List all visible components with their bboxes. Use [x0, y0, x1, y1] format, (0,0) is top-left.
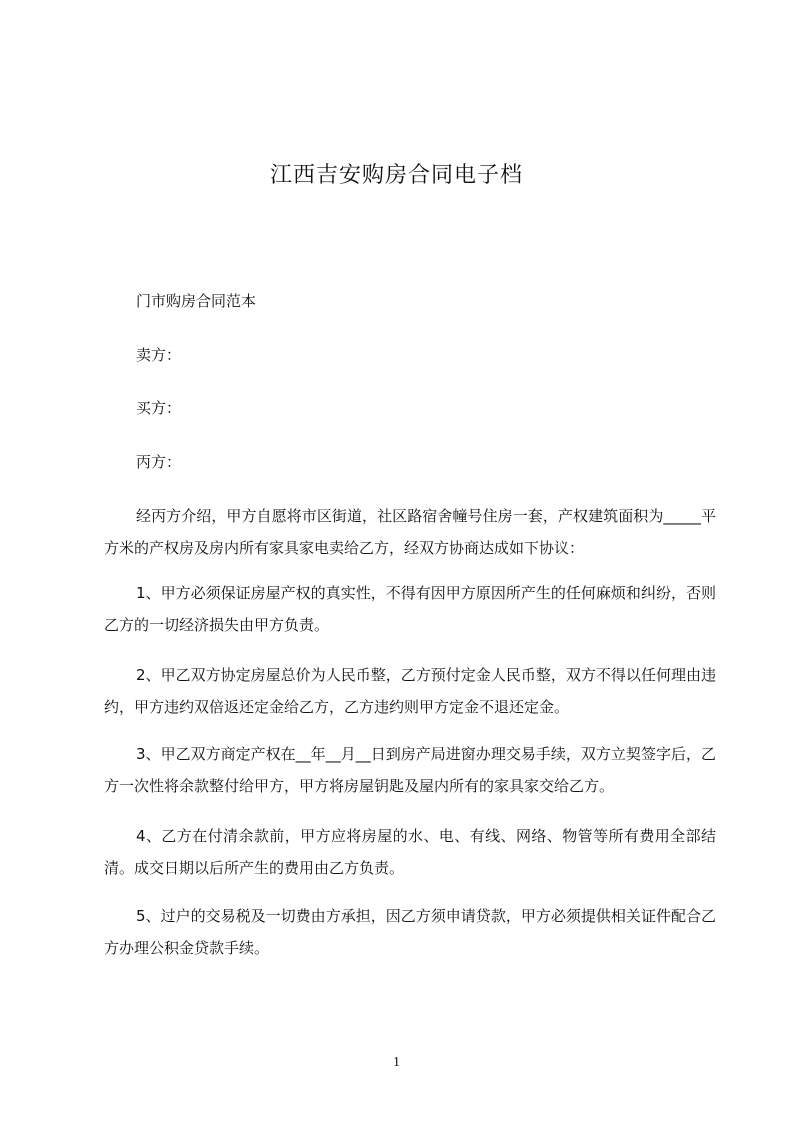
document-title: 江西吉安购房合同电子档: [269, 162, 523, 188]
seller-label: 卖方：: [136, 346, 182, 364]
paragraph-clause-3: 3、甲乙双方商定产权在__年__月__日到房产局进窗办理交易手续，双方立契签字后，乙方一次性将余款整付给甲方，甲方将房屋钥匙及屋内所有的家具家交给乙方。: [104, 745, 716, 795]
contract-subtitle: 门市购房合同范本: [136, 292, 257, 310]
paragraph-intro: 经丙方介绍，甲方自愿将市区街道，社区路宿舍幢号住房一套，产权建筑面积为_____平方米的产权房及房内所有家具家电卖给乙方，经双方协商达成如下协议：: [104, 507, 716, 557]
paragraph-clause-4: 4、乙方在付清余款前，甲方应将房屋的水、电、有线、网络、物管等所有费用全部结清。成交日期以后所产生的费用由乙方负责。: [104, 827, 716, 877]
page-number: 1: [393, 1055, 400, 1070]
third-party-label: 丙方：: [136, 453, 182, 471]
paragraph-clause-1: 1、甲方必须保证房屋产权的真实性，不得有因甲方原因所产生的任何麻烦和纠纷，否则乙方的一切经济损失由甲方负责。: [104, 584, 716, 634]
paragraph-clause-2: 2、甲乙双方协定房屋总价为人民币整，乙方预付定金人民币整，双方不得以任何理由违约，甲方违约双倍返还定金给乙方，乙方违约则甲方定金不退还定金。: [104, 666, 716, 716]
paragraph-clause-5: 5、过户的交易税及一切费由方承担，因乙方须申请贷款，甲方必须提供相关证件配合乙方办理公积金贷款手续。: [104, 907, 716, 957]
buyer-label: 买方：: [136, 399, 182, 417]
